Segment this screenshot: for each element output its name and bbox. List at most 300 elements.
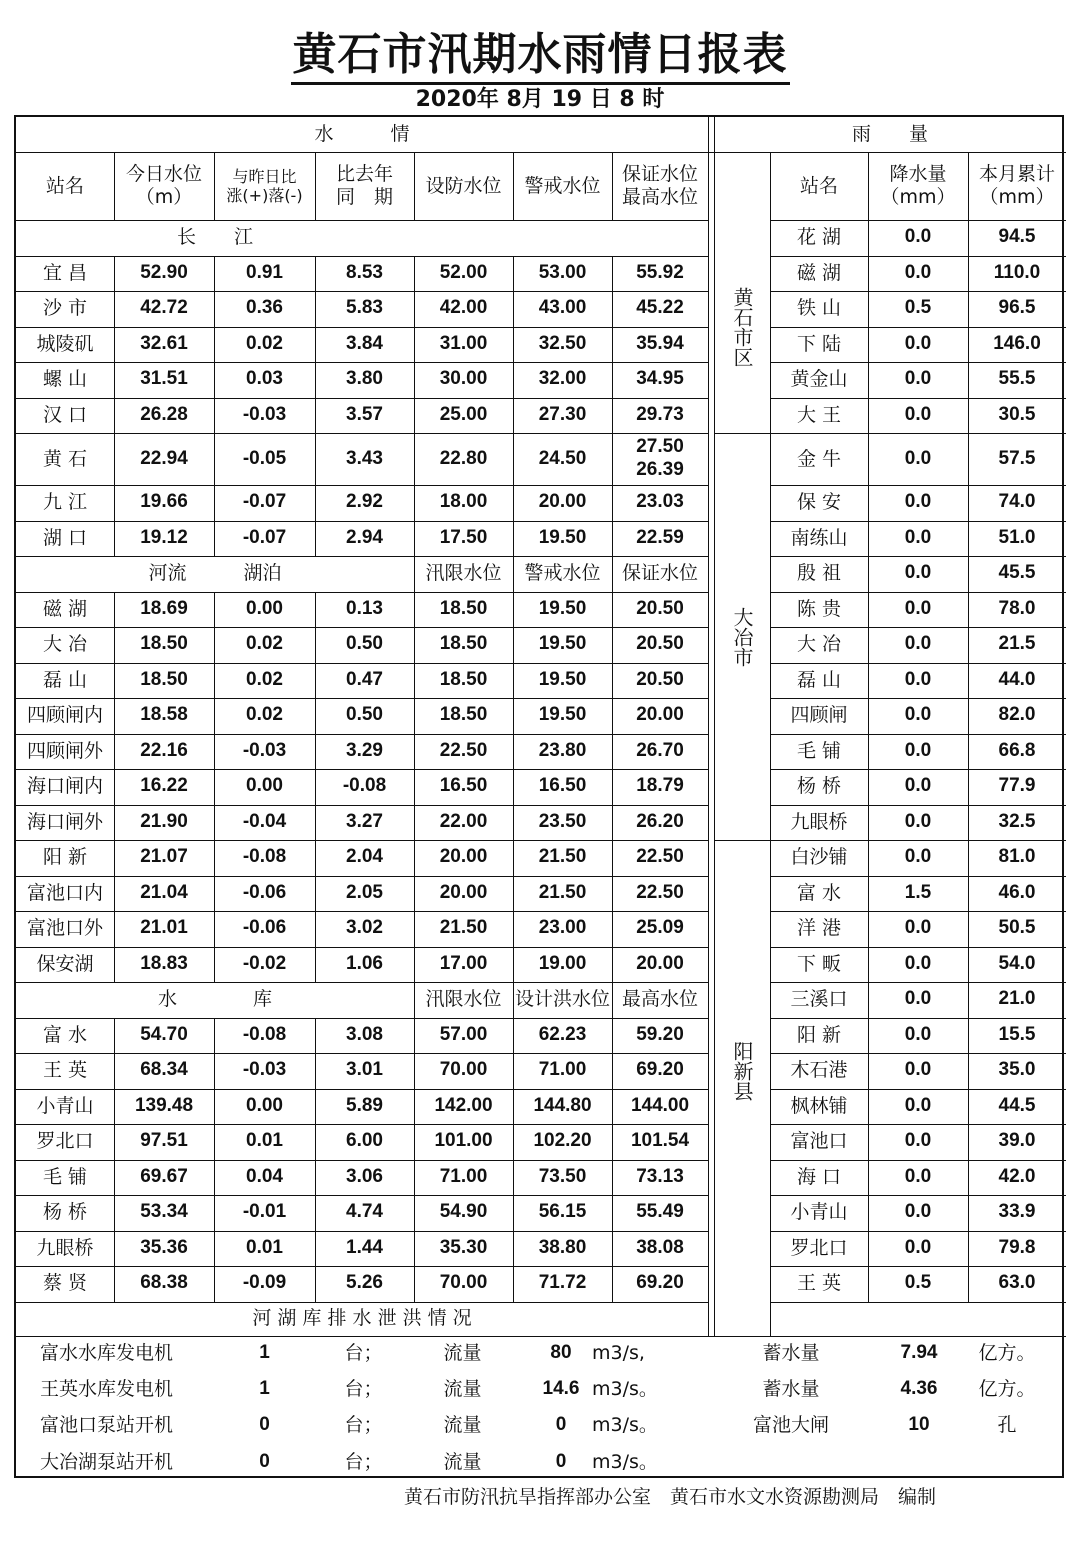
column-divider <box>513 1231 514 1267</box>
discharge-field: 台； <box>344 1450 383 1473</box>
water-value: 68.34 <box>140 1059 188 1081</box>
discharge-field: 流量 <box>443 1342 482 1365</box>
rain-station-name: 九眼桥 <box>790 810 848 833</box>
column-divider <box>414 485 415 521</box>
column-divider <box>968 663 969 699</box>
station-name: 四顾闸内 <box>26 704 103 727</box>
column-divider <box>114 698 115 734</box>
column-divider <box>315 1195 316 1231</box>
rain-station-name: 小青山 <box>790 1201 848 1224</box>
rain-value: 33.9 <box>998 1201 1036 1223</box>
column-divider <box>513 698 514 734</box>
column-divider <box>968 521 969 557</box>
discharge-field: m3/s。 <box>592 1414 658 1437</box>
column-divider <box>968 982 969 1018</box>
station-name: 海口闸外 <box>26 810 103 833</box>
rain-value: 1.5 <box>904 881 932 903</box>
column-divider <box>315 769 316 805</box>
column-divider <box>114 1018 115 1054</box>
water-value: 18.50 <box>140 668 188 690</box>
column-divider <box>513 592 514 628</box>
column-divider <box>612 398 613 434</box>
water-value: 19.00 <box>538 952 587 974</box>
column-divider <box>214 627 215 663</box>
column-divider <box>315 152 316 220</box>
station-name: 湖 口 <box>42 526 88 549</box>
column-divider <box>968 734 969 770</box>
rain-value: 46.0 <box>998 881 1036 903</box>
column-divider <box>612 698 613 734</box>
group-label: 长 江 <box>176 226 253 249</box>
rain-value: 0.0 <box>904 226 932 248</box>
column-divider <box>513 327 514 363</box>
column-divider <box>414 556 415 592</box>
group-column-header: 保证水位 <box>621 562 698 585</box>
station-name: 大 冶 <box>42 633 88 656</box>
column-divider <box>612 982 613 1018</box>
region-column-divider <box>770 152 771 1336</box>
rain-value: 0.0 <box>904 668 932 690</box>
station-name: 螺 山 <box>42 368 88 391</box>
column-divider <box>114 663 115 699</box>
discharge-field: 流量 <box>443 1414 482 1437</box>
water-value: 20.00 <box>538 491 587 513</box>
column-divider <box>868 982 869 1018</box>
discharge-field: 1 <box>259 1378 270 1400</box>
water-value: 20.50 <box>636 633 684 655</box>
group-label: 水 库 <box>157 988 272 1011</box>
water-value: 102.20 <box>533 1130 592 1152</box>
rain-value: 0.5 <box>904 297 932 319</box>
water-value: 3.29 <box>346 739 383 761</box>
rain-station-name: 海 口 <box>796 1165 842 1188</box>
column-divider <box>968 769 969 805</box>
water-value: 19.50 <box>538 633 587 655</box>
column-divider <box>114 1089 115 1125</box>
column-divider <box>414 1160 415 1196</box>
water-value: 3.57 <box>346 403 383 425</box>
discharge-field: m3/s。 <box>592 1378 658 1401</box>
water-value: 0.01 <box>246 1236 283 1258</box>
water-value: 16.50 <box>439 775 488 797</box>
discharge-field: 亿方。 <box>978 1378 1036 1401</box>
water-value: 27.50 26.39 <box>636 436 684 480</box>
water-value: 32.61 <box>140 332 188 354</box>
group-column-header: 最高水位 <box>621 988 698 1011</box>
water-value: 17.00 <box>439 952 488 974</box>
water-value: 35.30 <box>439 1236 488 1258</box>
rain-station-name: 洋 港 <box>796 917 842 940</box>
column-divider <box>214 876 215 912</box>
discharge-field: 7.94 <box>900 1342 938 1364</box>
column-divider <box>214 911 215 947</box>
discharge-field: 富池大闸 <box>752 1414 829 1437</box>
column-divider <box>214 840 215 876</box>
column-divider <box>868 698 869 734</box>
rain-value: 0.0 <box>904 917 932 939</box>
column-divider <box>968 876 969 912</box>
rain-station-name: 大 冶 <box>796 633 842 656</box>
water-value: 0.03 <box>246 368 283 390</box>
rain-value: 0.0 <box>904 846 932 868</box>
water-value: 19.50 <box>538 668 587 690</box>
column-divider <box>315 1124 316 1160</box>
water-value: 0.00 <box>246 1094 283 1116</box>
column-divider <box>612 876 613 912</box>
column-divider <box>612 805 613 841</box>
rain-value: 0.0 <box>904 739 932 761</box>
rain-value: 35.0 <box>998 1059 1036 1081</box>
water-value: 26.20 <box>636 810 684 832</box>
discharge-field: 亿方。 <box>978 1342 1036 1365</box>
column-divider <box>114 1195 115 1231</box>
column-divider <box>868 485 869 521</box>
column-divider <box>414 327 415 363</box>
water-value: 21.50 <box>538 846 587 868</box>
rain-value: 0.0 <box>904 1130 932 1152</box>
column-divider <box>868 1053 869 1089</box>
rain-region-label: 大冶市 <box>730 606 754 667</box>
column-divider <box>315 291 316 327</box>
group-column-header: 警戒水位 <box>524 562 601 585</box>
water-value: 24.50 <box>538 447 587 469</box>
water-value: 16.50 <box>538 775 587 797</box>
rain-value: 0.0 <box>904 368 932 390</box>
water-value: 23.80 <box>538 739 587 761</box>
column-divider <box>868 805 869 841</box>
column-divider <box>513 805 514 841</box>
column-divider <box>114 805 115 841</box>
column-divider <box>414 698 415 734</box>
station-name: 罗北口 <box>36 1130 94 1153</box>
column-divider <box>214 521 215 557</box>
water-column-header: 站名 <box>45 174 84 197</box>
water-value: 52.90 <box>140 261 188 283</box>
water-value: 22.94 <box>140 447 188 469</box>
column-divider <box>214 1018 215 1054</box>
rain-value: 0.0 <box>904 1201 932 1223</box>
discharge-field: m3/s。 <box>592 1450 658 1473</box>
rain-value: 21.5 <box>998 633 1036 655</box>
water-value: 1.06 <box>346 952 383 974</box>
column-divider <box>315 876 316 912</box>
water-value: 6.00 <box>346 1130 383 1152</box>
column-divider <box>612 1160 613 1196</box>
column-divider <box>513 556 514 592</box>
water-value: -0.04 <box>242 810 287 832</box>
water-value: -0.05 <box>242 447 287 469</box>
discharge-field: 台； <box>344 1414 383 1437</box>
water-value: 25.09 <box>636 917 684 939</box>
water-value: 0.01 <box>246 1130 283 1152</box>
water-column-header: 警戒水位 <box>524 174 601 197</box>
column-divider <box>612 327 613 363</box>
discharge-field: 0 <box>259 1414 270 1436</box>
column-divider <box>513 982 514 1018</box>
water-value: 21.07 <box>140 846 188 868</box>
water-value: 42.00 <box>439 297 488 319</box>
column-divider <box>315 805 316 841</box>
rain-value: 51.0 <box>998 526 1036 548</box>
column-divider <box>214 769 215 805</box>
rain-value: 42.0 <box>998 1165 1036 1187</box>
rain-station-name: 阳 新 <box>796 1023 842 1046</box>
rain-station-name: 王 英 <box>796 1272 842 1295</box>
water-value: 35.94 <box>636 332 684 354</box>
column-divider <box>868 627 869 663</box>
column-divider <box>114 1160 115 1196</box>
rain-value: 0.0 <box>904 988 932 1010</box>
column-divider <box>214 398 215 434</box>
station-name: 四顾闸外 <box>26 739 103 762</box>
discharge-field: 台； <box>344 1342 383 1365</box>
region-divider <box>714 433 770 434</box>
station-name: 磁 湖 <box>42 597 88 620</box>
water-value: 57.00 <box>439 1023 488 1045</box>
rain-value: 0.0 <box>904 403 932 425</box>
column-divider <box>414 734 415 770</box>
rain-value: 74.0 <box>998 491 1036 513</box>
region-divider <box>714 840 770 841</box>
column-divider <box>968 947 969 983</box>
rain-station-name: 下 陆 <box>796 332 842 355</box>
column-divider <box>214 362 215 398</box>
water-value: 2.05 <box>346 881 383 903</box>
discharge-field: 大冶湖泵站开机 <box>39 1450 173 1473</box>
column-divider <box>968 1053 969 1089</box>
column-divider <box>513 521 514 557</box>
water-value: 20.50 <box>636 668 684 690</box>
water-value: 31.51 <box>140 368 188 390</box>
column-divider <box>214 1053 215 1089</box>
water-value: 22.59 <box>636 526 684 548</box>
rain-station-name: 金 牛 <box>796 447 842 470</box>
station-name: 磊 山 <box>42 668 88 691</box>
column-divider <box>114 291 115 327</box>
water-value: 25.00 <box>439 403 488 425</box>
discharge-field: 0 <box>259 1450 270 1472</box>
water-value: 20.00 <box>439 881 488 903</box>
column-divider <box>114 947 115 983</box>
column-divider <box>315 256 316 292</box>
column-divider <box>114 734 115 770</box>
water-value: 23.50 <box>538 810 587 832</box>
column-divider <box>968 556 969 592</box>
water-value: 70.00 <box>439 1059 488 1081</box>
column-divider <box>114 1231 115 1267</box>
column-divider <box>968 1160 969 1196</box>
column-divider <box>868 592 869 628</box>
station-name: 沙 市 <box>42 297 88 320</box>
water-value: -0.08 <box>242 1023 287 1045</box>
column-divider <box>612 152 613 220</box>
rain-station-name: 磊 山 <box>796 668 842 691</box>
column-divider <box>968 362 969 398</box>
water-value: 0.13 <box>346 597 383 619</box>
rain-station-name: 木石港 <box>790 1059 848 1082</box>
column-divider <box>513 433 514 485</box>
station-name: 九眼桥 <box>36 1236 94 1259</box>
water-value: 142.00 <box>434 1094 493 1116</box>
column-divider <box>414 1089 415 1125</box>
rain-value: 45.5 <box>998 562 1036 584</box>
column-divider <box>612 1124 613 1160</box>
discharge-field: 14.6 <box>542 1378 580 1400</box>
column-divider <box>114 398 115 434</box>
column-divider <box>414 1018 415 1054</box>
rain-station-name: 罗北口 <box>790 1236 848 1259</box>
rain-value: 0.5 <box>904 1272 932 1294</box>
water-value: 0.02 <box>246 668 283 690</box>
water-value: 32.00 <box>538 368 587 390</box>
discharge-field: 流量 <box>443 1450 482 1473</box>
section-divider <box>714 117 715 1336</box>
rain-value: 39.0 <box>998 1130 1036 1152</box>
station-name: 汉 口 <box>42 403 88 426</box>
discharge-field: 0 <box>555 1450 567 1472</box>
column-divider <box>315 592 316 628</box>
column-divider <box>612 947 613 983</box>
column-divider <box>114 521 115 557</box>
column-divider <box>315 1053 316 1089</box>
column-divider <box>868 220 869 256</box>
column-divider <box>214 592 215 628</box>
water-value: 26.28 <box>140 403 188 425</box>
column-divider <box>414 1053 415 1089</box>
rain-value: 110.0 <box>993 261 1041 283</box>
discharge-field: 流量 <box>443 1378 482 1401</box>
column-divider <box>968 256 969 292</box>
column-divider <box>414 433 415 485</box>
column-divider <box>968 1195 969 1231</box>
rain-value: 0.0 <box>904 704 932 726</box>
column-divider <box>214 1266 215 1302</box>
column-divider <box>414 256 415 292</box>
column-divider <box>414 1266 415 1302</box>
rain-station-name: 磁 湖 <box>796 261 842 284</box>
discharge-field: 4.36 <box>900 1378 938 1400</box>
rain-value: 0.0 <box>904 447 932 469</box>
column-divider <box>414 627 415 663</box>
column-divider <box>315 433 316 485</box>
water-value: 0.47 <box>346 668 383 690</box>
water-value: 21.01 <box>140 917 188 939</box>
rain-station-name: 四顾闸 <box>790 704 848 727</box>
water-value: 97.51 <box>140 1130 188 1152</box>
water-value: 19.50 <box>538 526 587 548</box>
rain-value: 0.0 <box>904 332 932 354</box>
column-divider <box>612 433 613 485</box>
water-value: 54.70 <box>140 1023 188 1045</box>
station-name: 王 英 <box>42 1059 88 1082</box>
column-divider <box>315 947 316 983</box>
column-divider <box>612 627 613 663</box>
column-divider <box>114 1266 115 1302</box>
group-label: 河流 湖泊 <box>148 562 282 585</box>
group-column-header: 设计洪水位 <box>514 988 610 1011</box>
water-value: 3.02 <box>346 917 383 939</box>
column-divider <box>868 1266 869 1302</box>
column-divider <box>612 362 613 398</box>
water-value: 23.00 <box>538 917 587 939</box>
water-column-header: 保证水位 最高水位 <box>621 163 698 208</box>
water-value: 19.12 <box>140 526 188 548</box>
column-divider <box>315 1231 316 1267</box>
water-value: 18.58 <box>140 704 188 726</box>
column-divider <box>414 769 415 805</box>
rain-station-name: 三溪口 <box>790 988 848 1011</box>
column-divider <box>315 627 316 663</box>
rain-column-header: 本月累计 （mm） <box>978 163 1055 208</box>
column-divider <box>315 663 316 699</box>
water-value: -0.03 <box>242 1059 287 1081</box>
rain-station-name: 杨 桥 <box>796 775 842 798</box>
station-name: 毛 铺 <box>42 1165 88 1188</box>
water-value: 16.22 <box>140 775 188 797</box>
column-divider <box>968 698 969 734</box>
water-value: 45.22 <box>636 297 684 319</box>
rain-value: 66.8 <box>998 739 1036 761</box>
rain-value: 44.0 <box>998 668 1036 690</box>
rain-value: 0.0 <box>904 810 932 832</box>
column-divider <box>513 362 514 398</box>
column-divider <box>214 433 215 485</box>
section-divider <box>708 117 709 1336</box>
column-divider <box>612 1018 613 1054</box>
column-divider <box>513 1195 514 1231</box>
column-divider <box>513 1266 514 1302</box>
rain-value: 44.5 <box>998 1094 1036 1116</box>
water-value: 62.23 <box>538 1023 587 1045</box>
column-divider <box>414 1231 415 1267</box>
water-value: 18.50 <box>439 668 488 690</box>
column-divider <box>968 1124 969 1160</box>
rain-value: 55.5 <box>998 368 1036 390</box>
column-divider <box>114 1053 115 1089</box>
column-divider <box>612 663 613 699</box>
column-divider <box>414 911 415 947</box>
water-value: 3.80 <box>346 368 383 390</box>
column-divider <box>315 1160 316 1196</box>
column-divider <box>513 256 514 292</box>
water-value: 0.02 <box>246 704 283 726</box>
column-divider <box>968 627 969 663</box>
rain-value: 0.0 <box>904 1059 932 1081</box>
water-value: -0.02 <box>242 952 287 974</box>
column-divider <box>868 362 869 398</box>
water-value: 73.50 <box>538 1165 587 1187</box>
water-value: 2.04 <box>346 846 383 868</box>
column-divider <box>968 485 969 521</box>
column-divider <box>315 327 316 363</box>
column-divider <box>513 485 514 521</box>
column-divider <box>114 433 115 485</box>
column-divider <box>214 1195 215 1231</box>
station-name: 宜 昌 <box>42 261 88 284</box>
water-value: 18.50 <box>439 704 488 726</box>
water-value: 22.50 <box>636 881 684 903</box>
column-divider <box>868 152 869 220</box>
discharge-field: 王英水库发电机 <box>39 1378 173 1401</box>
station-name: 蔡 贤 <box>42 1272 88 1295</box>
column-divider <box>612 1266 613 1302</box>
discharge-field: 富水水库发电机 <box>39 1342 173 1365</box>
discharge-field: m3/s, <box>592 1342 645 1365</box>
column-divider <box>414 592 415 628</box>
water-value: 21.50 <box>538 881 587 903</box>
column-divider <box>414 152 415 220</box>
column-divider <box>315 1089 316 1125</box>
